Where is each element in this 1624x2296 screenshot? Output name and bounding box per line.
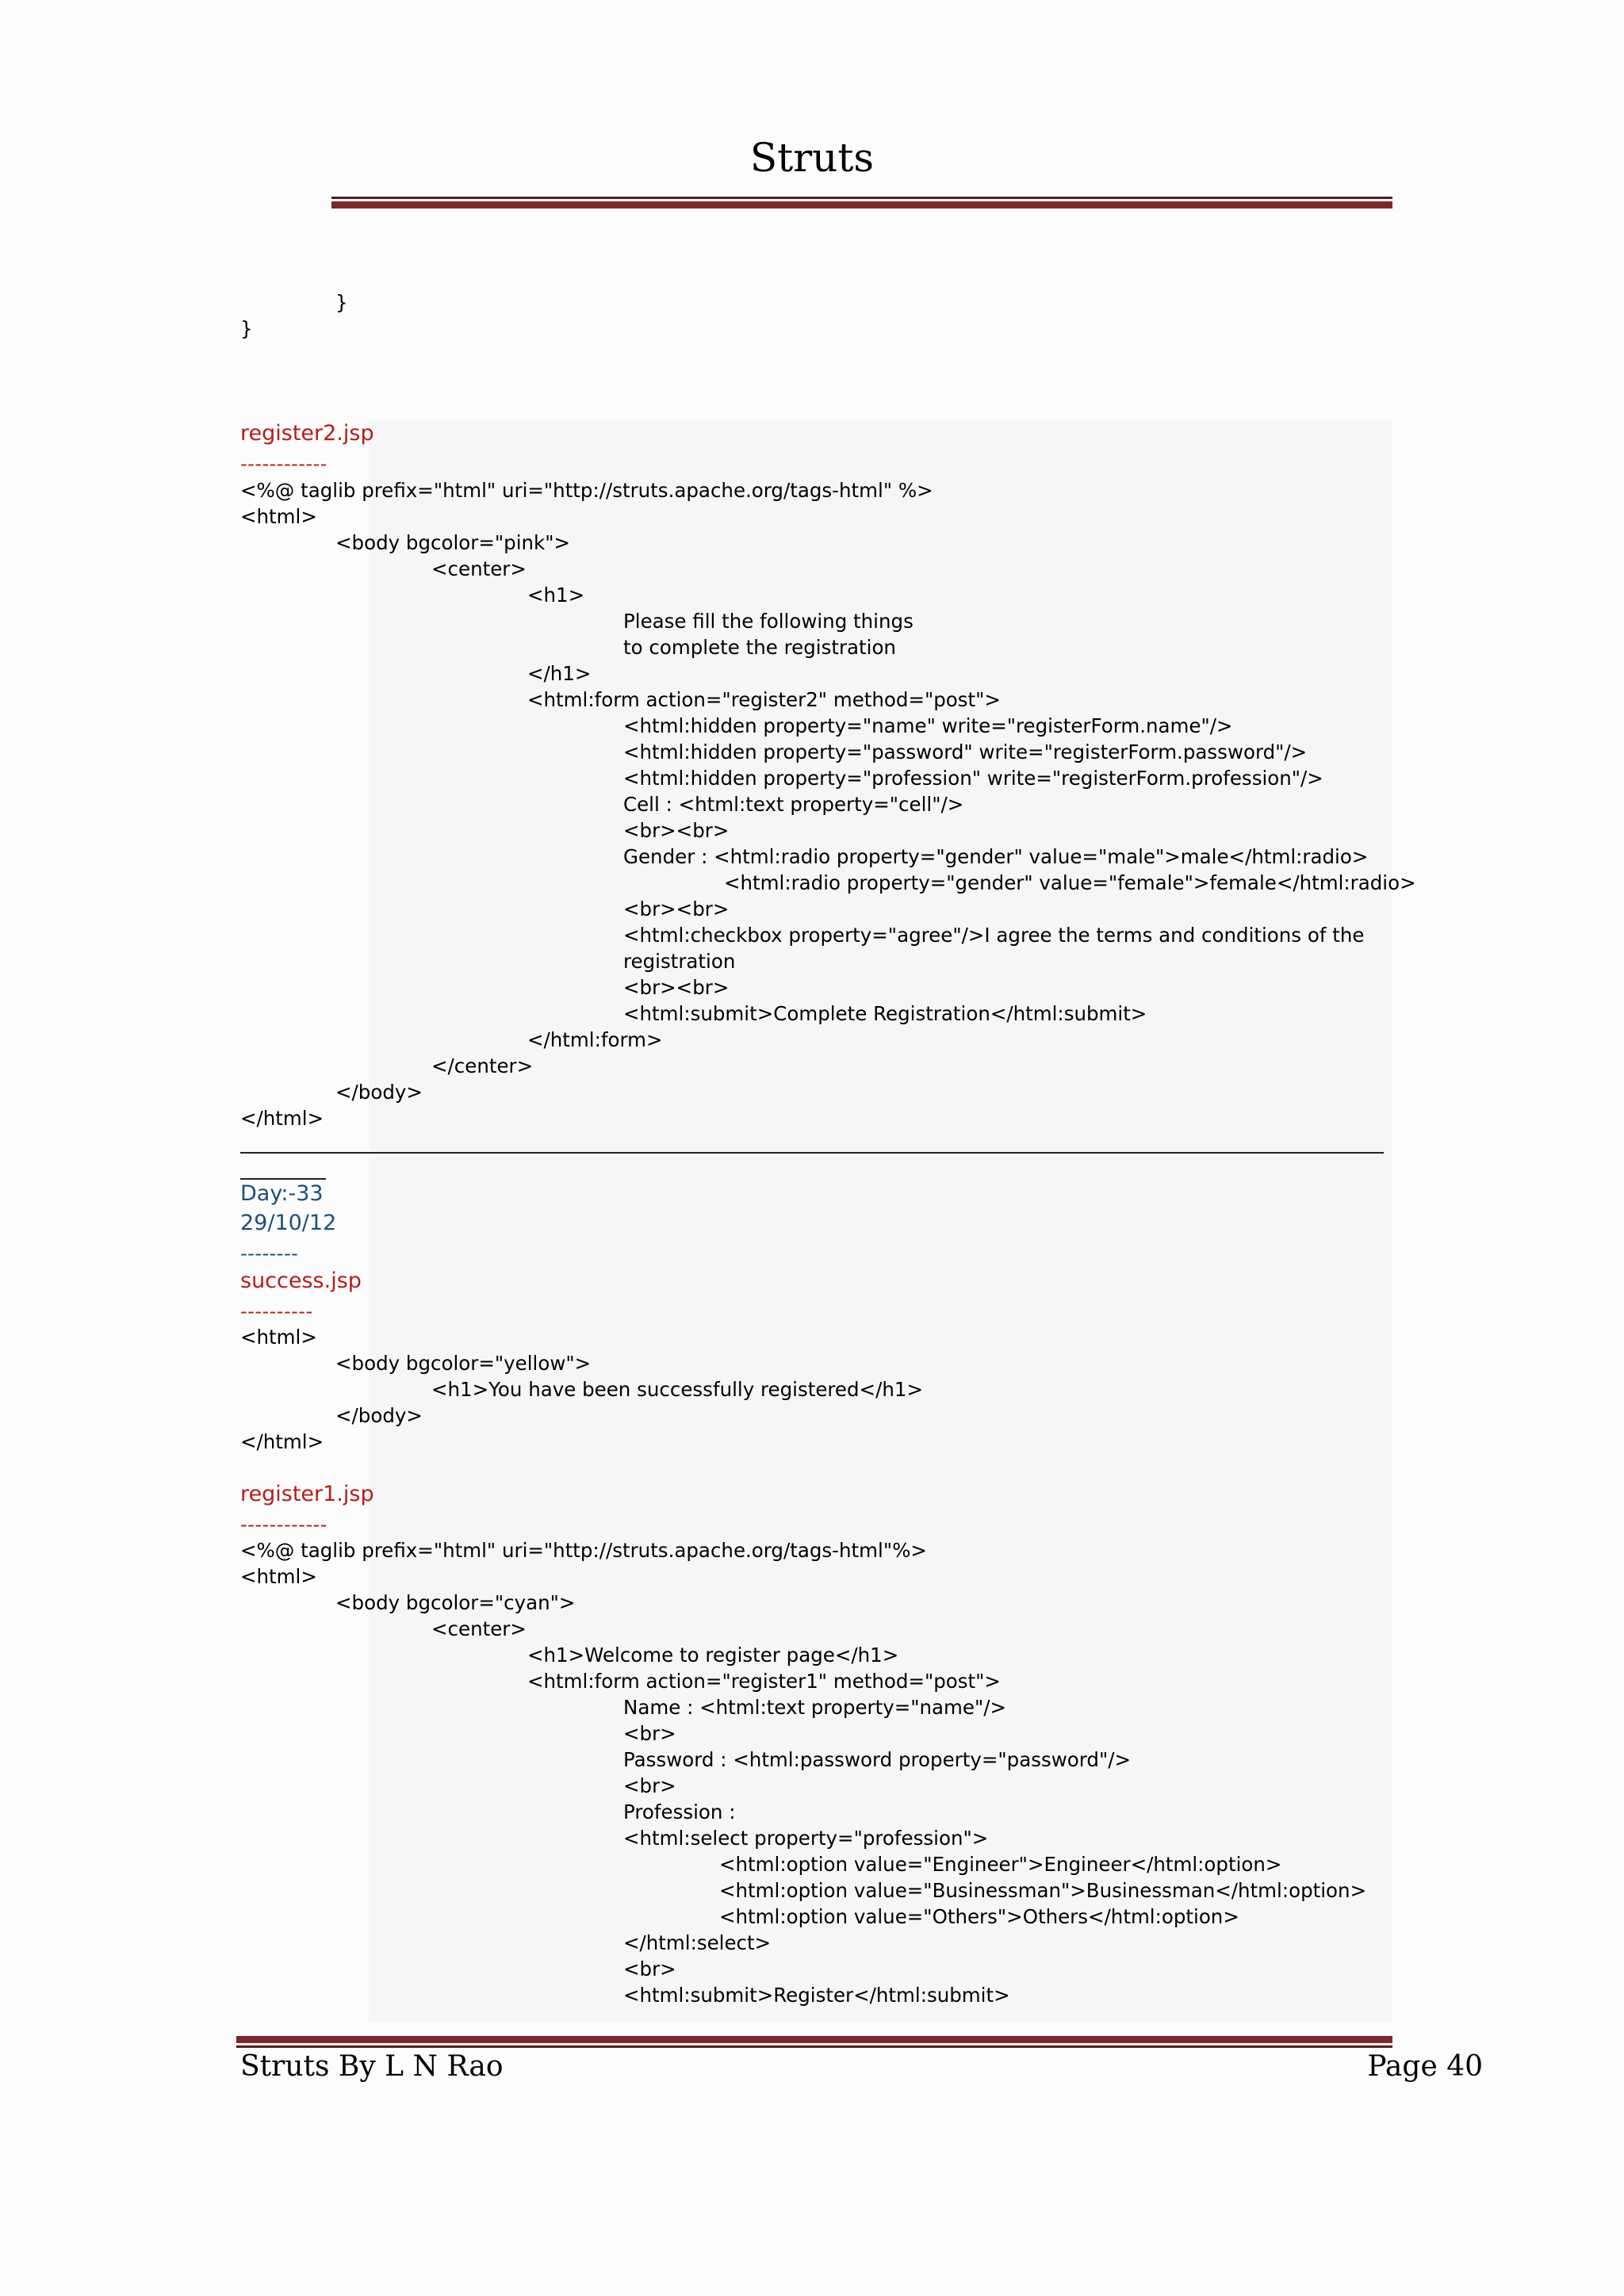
code-line: <html:hidden property="password" write="registerForm.password"/> [623,740,1308,763]
code-line: <html:radio property="gender" value="female">female</html:radio> [724,871,1416,894]
code-line: </html:form> [527,1028,663,1051]
section-heading-success: success.jsp [240,1269,362,1293]
code-line: <html:option value="Engineer">Engineer</html:option> [719,1853,1282,1876]
code-line: <br> [623,1774,676,1797]
code-line: <body bgcolor="pink"> [335,531,571,554]
header-rule-thin [331,197,1392,199]
section-underline: ---------- [240,1300,313,1322]
code-line: <html:form action="register2" method="post"> [527,688,1001,711]
day-label: Day:-33 [240,1181,324,1206]
code-line: <html> [240,1565,317,1588]
code-line: registration [623,950,736,973]
code-line: Name : <html:text property="name"/> [623,1696,1007,1719]
code-line: <body bgcolor="yellow"> [335,1352,592,1375]
code-line: <html:option value="Businessman">Businessman</html:option> [719,1879,1367,1902]
code-line: <br><br> [623,819,730,842]
code-line: <html:form action="register1" method="post"> [527,1670,1001,1693]
horizontal-separator [240,1152,1384,1154]
page-header-title: Struts [749,135,875,181]
code-line: } [240,317,253,340]
horizontal-separator-continuation [240,1178,326,1180]
section-underline: ------------ [240,1513,327,1536]
code-line: <html> [240,505,317,528]
code-line: <br> [623,1957,676,1980]
code-line: <html:hidden property="profession" write="registerForm.profession"/> [623,767,1323,790]
code-line: </html> [240,1430,324,1453]
header-rule-thick [331,201,1392,209]
code-line: <h1> [527,584,585,607]
code-line: <html:submit>Complete Registration</html:submit> [623,1002,1147,1025]
code-line: } [335,291,348,314]
code-line: </h1> [527,662,592,685]
code-line: Please fill the following things [623,610,914,633]
code-line: Cell : <html:text property="cell"/> [623,793,964,816]
section-underline: ------------ [240,453,327,475]
footer-page-number: Page 40 [1367,2050,1483,2083]
code-line: </body> [335,1081,423,1104]
code-line: <h1>Welcome to register page</h1> [527,1644,899,1667]
code-line: <html> [240,1326,317,1349]
code-line: <br><br> [623,897,730,920]
code-line: Password : <html:password property="password"/> [623,1748,1132,1771]
code-line: <br><br> [623,976,730,999]
code-line: </html> [240,1107,324,1130]
section-heading-register1: register1.jsp [240,1482,374,1506]
code-line: <center> [431,557,527,580]
day-underline: -------- [240,1242,299,1265]
code-line: <%@ taglib prefix="html" uri="http://struts.apache.org/tags-html"%> [240,1539,927,1562]
day-date: 29/10/12 [240,1211,337,1235]
code-line: <h1>You have been successfully registered</h1> [431,1378,923,1401]
code-line: <html:option value="Others">Others</html:option> [719,1905,1239,1928]
code-line: <html:hidden property="name" write="registerForm.name"/> [623,714,1233,737]
content-background [369,420,1392,2022]
code-line: <html:submit>Register</html:submit> [623,1984,1010,2007]
code-line: <body bgcolor="cyan"> [335,1591,576,1614]
footer-rule-thick [236,2036,1392,2043]
code-line: <%@ taglib prefix="html" uri="http://struts.apache.org/tags-html" %> [240,479,933,502]
code-line: to complete the registration [623,636,896,659]
code-line: </html:select> [623,1931,772,1954]
code-line: <html:select property="profession"> [623,1827,989,1850]
code-line: Gender : <html:radio property="gender" value="male">male</html:radio> [623,845,1369,868]
code-line: </center> [431,1054,534,1077]
code-line: <html:checkbox property="agree"/>I agree the terms and conditions of the [623,924,1365,947]
code-line: <center> [431,1617,527,1640]
section-heading-register2: register2.jsp [240,421,374,446]
code-line: </body> [335,1404,423,1427]
footer-rule-thin [236,2045,1392,2048]
code-line: Profession : [623,1800,736,1823]
code-line: <br> [623,1722,676,1745]
footer-book-title: Struts By L N Rao [240,2050,504,2083]
